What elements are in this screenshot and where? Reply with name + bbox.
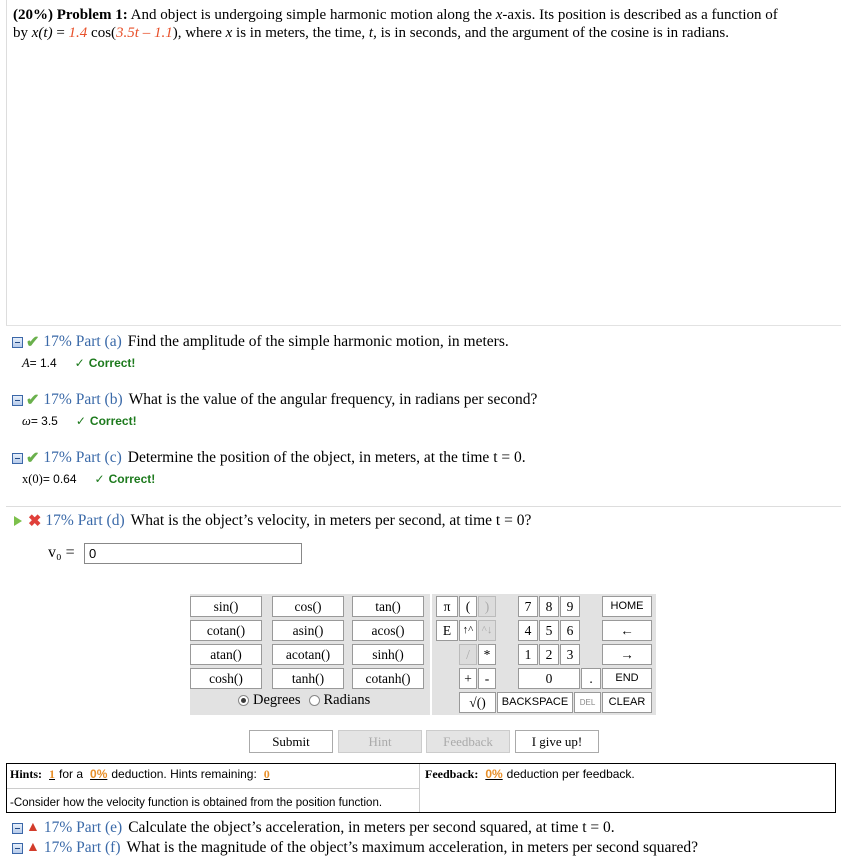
feedback-text: deduction per feedback. bbox=[506, 767, 635, 781]
radians-label: Radians bbox=[323, 692, 371, 708]
dot-key[interactable]: . bbox=[581, 668, 601, 689]
feedback-pct: 0% bbox=[485, 767, 503, 781]
part-weight: 17% bbox=[43, 391, 72, 408]
end-key[interactable]: END bbox=[602, 668, 652, 689]
answer-value: = 0.64 bbox=[42, 472, 77, 486]
pi-key[interactable]: π bbox=[436, 596, 458, 617]
clear-key[interactable]: CLEAR bbox=[602, 692, 652, 713]
part-b-answer bbox=[22, 412, 137, 430]
correct-status: ✓ Correct! bbox=[76, 414, 137, 428]
key-2[interactable]: 2 bbox=[539, 644, 559, 665]
var-t: t bbox=[368, 25, 374, 41]
angle-mode bbox=[238, 692, 370, 709]
star-key[interactable]: * bbox=[478, 644, 496, 665]
key-1[interactable]: 1 bbox=[518, 644, 538, 665]
key-8[interactable]: 8 bbox=[539, 596, 559, 617]
right-arrow-key[interactable]: → bbox=[602, 644, 652, 665]
left-arrow-key[interactable]: ← bbox=[602, 620, 652, 641]
part-weight: 17% bbox=[45, 512, 74, 529]
part-question: Calculate the object’s acceleration, in meters per second squared, at time t = 0. bbox=[128, 819, 615, 836]
answer-label: x(0) bbox=[22, 471, 43, 486]
part-f-header bbox=[12, 838, 698, 858]
hints-remaining: 0 bbox=[263, 767, 270, 781]
part-weight: 17% bbox=[43, 819, 73, 836]
key-9[interactable]: 9 bbox=[560, 596, 580, 617]
plus-key[interactable]: + bbox=[459, 668, 477, 689]
sinh-button[interactable]: sinh() bbox=[352, 644, 424, 665]
correct-status: ✓ Correct! bbox=[75, 356, 136, 370]
give-up-button[interactable]: I give up! bbox=[515, 730, 599, 753]
answer-label: A bbox=[22, 355, 30, 370]
cotanh-button[interactable]: cotanh() bbox=[352, 668, 424, 689]
down-key[interactable]: ^↓ bbox=[478, 620, 496, 641]
part-a-answer bbox=[22, 354, 135, 372]
hints-pct: 0% bbox=[90, 767, 108, 781]
key-7[interactable]: 7 bbox=[518, 596, 538, 617]
hints-feedback-box bbox=[6, 763, 836, 813]
sin-button[interactable]: sin() bbox=[190, 596, 262, 617]
problem-text: cos( bbox=[87, 25, 117, 41]
argument-value: 3.5t – 1.1 bbox=[116, 25, 173, 41]
hints-text: deduction. Hints remaining: bbox=[111, 767, 257, 781]
key-3[interactable]: 3 bbox=[560, 644, 580, 665]
problem-text: by bbox=[13, 25, 32, 41]
acos-button[interactable]: acos() bbox=[352, 620, 424, 641]
hint-text: -Consider how the velocity function is obtained from the position function. bbox=[10, 797, 383, 809]
collapse-icon[interactable] bbox=[12, 823, 23, 834]
warning-icon: ▲ bbox=[26, 840, 40, 855]
degrees-label: Degrees bbox=[253, 692, 301, 708]
part-weight: 17% bbox=[43, 839, 73, 856]
cosh-button[interactable]: cosh() bbox=[190, 668, 262, 689]
part-d-header bbox=[12, 511, 531, 531]
radians-radio[interactable] bbox=[309, 695, 320, 706]
degrees-radio[interactable] bbox=[238, 695, 249, 706]
part-label: Part (a) bbox=[75, 333, 122, 350]
answer-value: = 1.4 bbox=[29, 356, 57, 370]
amplitude-value: 1.4 bbox=[68, 25, 88, 41]
check-icon: ✔ bbox=[26, 392, 40, 409]
part-question: What is the value of the angular frequency, in radians per second? bbox=[128, 391, 538, 408]
feedback-label: Feedback: bbox=[425, 767, 479, 781]
collapse-icon[interactable] bbox=[12, 453, 23, 464]
part-question: Determine the position of the object, in meters, at the time t = 0. bbox=[127, 449, 526, 466]
answer-input[interactable]: 0 bbox=[84, 543, 302, 564]
slash-key[interactable]: / bbox=[459, 644, 477, 665]
collapse-icon[interactable] bbox=[12, 843, 23, 854]
numeric-keypad bbox=[432, 594, 656, 715]
part-a-header bbox=[12, 332, 509, 352]
hints-text: for a bbox=[59, 767, 84, 781]
part-weight: 17% bbox=[43, 449, 72, 466]
asin-button[interactable]: asin() bbox=[272, 620, 344, 641]
part-label: Part (f) bbox=[76, 839, 121, 856]
cos-button[interactable]: cos() bbox=[272, 596, 344, 617]
minus-key[interactable]: - bbox=[478, 668, 496, 689]
part-question: Find the amplitude of the simple harmonic motion, in meters. bbox=[127, 333, 509, 350]
e-key[interactable]: E bbox=[436, 620, 458, 641]
problem-weight: (20%) bbox=[13, 7, 53, 23]
part-c-answer bbox=[22, 470, 155, 488]
part-b-header bbox=[12, 390, 537, 410]
correct-status: ✓ Correct! bbox=[95, 472, 156, 486]
part-question: What is the magnitude of the object’s maximum acceleration, in meters per second squared? bbox=[126, 839, 699, 856]
hint-button[interactable]: Hint bbox=[338, 730, 422, 753]
answer-label: ω bbox=[22, 413, 31, 428]
divider bbox=[7, 788, 419, 789]
collapse-icon[interactable] bbox=[12, 395, 23, 406]
part-label: Part (b) bbox=[75, 391, 123, 408]
hints-count: 1 bbox=[49, 767, 56, 781]
divider bbox=[6, 506, 841, 507]
problem-text: And object is undergoing simple harmonic motion along the bbox=[130, 7, 496, 23]
problem-text: = bbox=[52, 25, 69, 41]
warning-icon: ▲ bbox=[26, 820, 40, 835]
key-6[interactable]: 6 bbox=[560, 620, 580, 641]
rparen-key[interactable]: ) bbox=[478, 596, 496, 617]
sqrt-key[interactable]: √() bbox=[459, 692, 496, 713]
part-label: Part (c) bbox=[75, 449, 122, 466]
del-key[interactable]: DEL bbox=[574, 692, 601, 713]
problem-text: -axis. Its position is described as a function of bbox=[502, 7, 778, 23]
answer-value: = 3.5 bbox=[30, 414, 58, 428]
play-icon bbox=[14, 516, 22, 526]
problem-text: is in meters, the time, bbox=[232, 25, 369, 41]
input-label: v₀ = bbox=[48, 544, 75, 561]
tanh-button[interactable]: tanh() bbox=[272, 668, 344, 689]
tan-button[interactable]: tan() bbox=[352, 596, 424, 617]
check-icon: ✔ bbox=[26, 334, 40, 351]
var-xt: x(t) bbox=[31, 25, 53, 41]
lparen-key[interactable]: ( bbox=[459, 596, 477, 617]
check-icon: ✔ bbox=[26, 450, 40, 467]
part-label: Part (e) bbox=[76, 819, 123, 836]
submit-button[interactable]: Submit bbox=[249, 730, 333, 753]
hints-summary bbox=[10, 767, 274, 782]
problem-text: ), where bbox=[172, 25, 226, 41]
part-c-header bbox=[12, 448, 526, 468]
backspace-key[interactable]: BACKSPACE bbox=[497, 692, 573, 713]
cotan-button[interactable]: cotan() bbox=[190, 620, 262, 641]
var-x: x bbox=[225, 25, 233, 41]
key-0[interactable]: 0 bbox=[518, 668, 580, 689]
incorrect-icon: ✖ bbox=[28, 513, 42, 530]
part-e-header bbox=[12, 818, 615, 838]
feedback-button[interactable]: Feedback bbox=[426, 730, 510, 753]
key-5[interactable]: 5 bbox=[539, 620, 559, 641]
problem-statement bbox=[6, 0, 841, 326]
home-key[interactable]: HOME bbox=[602, 596, 652, 617]
part-question: What is the object’s velocity, in meters per second, at time t = 0? bbox=[130, 512, 532, 529]
collapse-icon[interactable] bbox=[12, 337, 23, 348]
up-key[interactable]: ↑^ bbox=[459, 620, 477, 641]
atan-button[interactable]: atan() bbox=[190, 644, 262, 665]
hints-label: Hints: bbox=[10, 767, 43, 781]
problem-text: , is in seconds, and the argument of the cosine is in radians. bbox=[373, 25, 729, 41]
var-x: x bbox=[495, 7, 503, 23]
acotan-button[interactable]: acotan() bbox=[272, 644, 344, 665]
part-label: Part (d) bbox=[77, 512, 125, 529]
key-4[interactable]: 4 bbox=[518, 620, 538, 641]
feedback-summary bbox=[425, 767, 635, 782]
part-weight: 17% bbox=[43, 333, 72, 350]
problem-title: Problem 1: bbox=[56, 7, 128, 23]
divider bbox=[419, 764, 420, 812]
